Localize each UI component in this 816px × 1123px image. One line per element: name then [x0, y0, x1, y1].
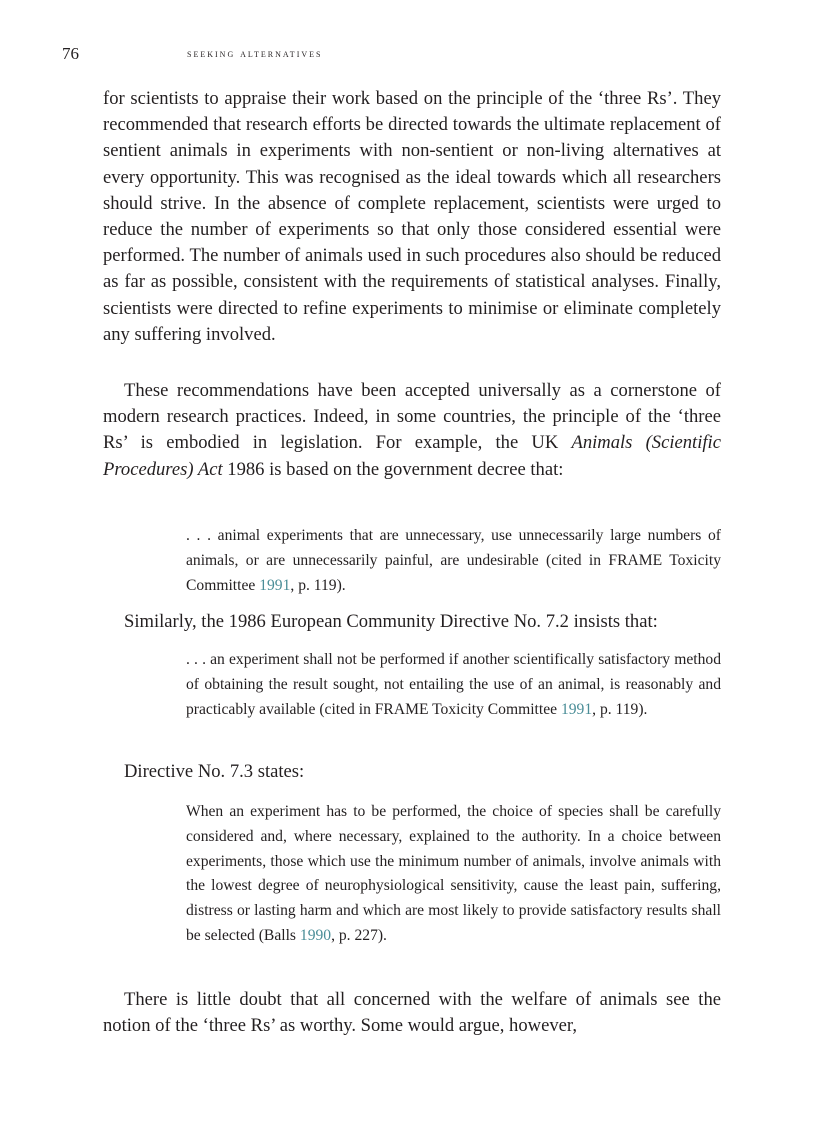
quote-text — [186, 800, 721, 949]
quote-tail: , p. 227). — [331, 926, 387, 944]
act-title: Animals (Scientific Procedures) Act — [103, 432, 721, 480]
running-head — [62, 44, 722, 64]
block-quote-2 — [186, 648, 721, 722]
body-paragraph-4 — [103, 759, 721, 785]
running-head-title: seeking alternatives — [187, 48, 323, 60]
quote-text — [186, 648, 721, 722]
citation-link-1991[interactable]: 1991 — [560, 700, 593, 718]
body-paragraph-3 — [103, 609, 721, 635]
quote-body: . . . animal experiments that are unnecessary, use unnecessarily large numbers of animals, or are unnecessarily painful, are undesirable (cited in FRAME Toxicity Committee — [186, 527, 721, 594]
citation-link-1990[interactable]: 1990 — [299, 926, 332, 944]
body-paragraph-5 — [103, 987, 721, 1039]
citation-link-1991[interactable]: 1991 — [259, 576, 291, 594]
quote-body: . . . an experiment shall not be performed if another scientifically satisfactory method of obtaining the result sought, not entailing the use of an animal, is reasonably and practicably available (cited in FRAME Toxicity Committee — [186, 651, 721, 718]
page-number: 76 — [62, 44, 79, 63]
body-paragraph-1 — [103, 86, 721, 348]
paragraph-three-rs: for scientists to appraise their work based on the principle of the ‘three Rs’. They recommended that research efforts be directed towards the ultimate replacement of sentient animals in experiments with non-sentient or non-living alternatives at every opportunity. This was recognised as the ideal towards which all researchers should strive. In the absence of complete replacement, scientists were urged to reduce the number of experiments so that only those considered essential were performed. The number of animals used in such procedures also should be reduced as far as possible, consistent with the requirements of statistical analyses. Finally, scientists were directed to refine experiments to minimise or eliminate completely any suffering involved. — [103, 88, 721, 345]
block-quote-3 — [186, 800, 721, 949]
paragraph-directive-7-2: Similarly, the 1986 European Community Directive No. 7.2 insists that: — [124, 611, 658, 632]
paragraph-recommendations — [103, 378, 721, 483]
paragraph-text: These recommendations have been accepted universally as a cornerstone of modern research practices. Indeed, in some countries, the principle of the ‘three Rs’ is embodied in legislation. For example, the UK — [103, 380, 721, 454]
quote-text — [186, 524, 721, 598]
quote-tail: , p. 119). — [290, 576, 346, 594]
paragraph-directive-7-3: Directive No. 7.3 states: — [124, 761, 305, 782]
quote-tail: , p. 119). — [592, 700, 648, 718]
quote-body: When an experiment has to be performed, the choice of species shall be carefully considered and, where necessary, explained to the authority. In a choice between experiments, those which use the minimum number of animals, involve animals with the lowest degree of neurophysiological sensitivity, cause the least pain, suffering, distress or lasting harm and which are most likely to provide satisfactory results shall be selected (Balls — [186, 803, 721, 944]
body-paragraph-2 — [103, 378, 721, 483]
paragraph-text: 1986 is based on the government decree that: — [222, 458, 564, 480]
block-quote-1 — [186, 524, 721, 598]
paragraph-little-doubt: There is little doubt that all concerned with the welfare of animals see the notion of the ‘three Rs’ as worthy. Some would argue, however, — [103, 989, 721, 1037]
